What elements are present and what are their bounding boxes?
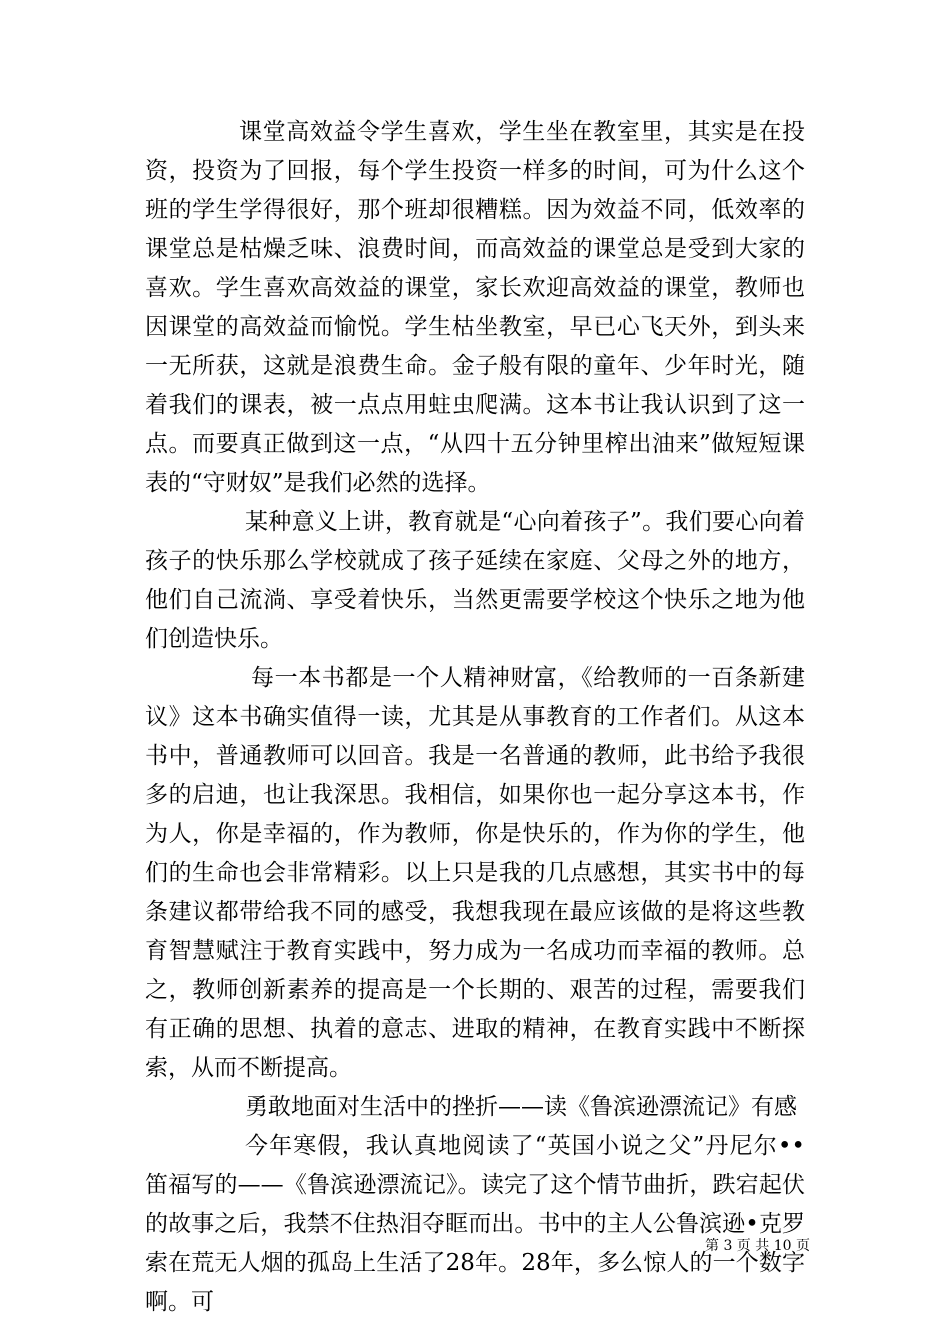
page-number-footer: 第 3 页 共 10 页 <box>705 1238 810 1254</box>
document-body <box>145 113 810 1322</box>
essay-title: 勇敢地面对生活中的挫折——读《鲁滨逊漂流记》有感 <box>245 1094 797 1120</box>
paragraph-efficient-classroom: 课堂高效益令学生喜欢，学生坐在教室里，其实是在投资，投资为了回报，每个学生投资一样多的时间，可为什么这个班的学生学得很好，那个班却很糟糕。因为效益不同，低效率的课堂总是枯燥乏味、浪费时间，而高效益的课堂总是受到大家的喜欢。学生喜欢高效益的课堂，家长欢迎高效益的课堂，教师也因课堂的高效益而愉悦。学生枯坐教室，早已心飞天外，到头来一无所获，这就是浪费生命。金子般有限的童年、少年时光，随着我们的课表，被一点点用蛀虫爬满。这本书让我认识到了这一点。而要真正做到这一点，“从四十五分钟里榨出油来”做短短课表的“守财奴”是我们必然的选择。 <box>145 119 805 496</box>
paragraph-robinson-crusoe: 今年寒假，我认真地阅读了“英国小说之父”丹尼尔•• 笛福写的——《鲁滨逊漂流记》。读完了这个情节曲折，跌宕起伏的故事之后，我禁不住热泪夺眶而出。书中的主人公鲁滨逊•克罗索在荒无人烟的孤岛上生活了28年。28年，多么惊人的一个数字啊。可 <box>145 1133 805 1315</box>
paragraph-heart-towards-children: 某种意义上讲，教育就是“心向着孩子”。我们要心向着孩子的快乐那么学校就成了孩子延续在家庭、父母之外的地方，他们自己流淌、享受着快乐，当然更需要学校这个快乐之地为他们创造快乐。 <box>145 509 805 652</box>
paragraph-book-reflection: 每一本书都是一个人精神财富，《给教师的一百条新建议》这本书确实值得一读，尤其是从事教育的工作者们。从这本书中，普通教师可以回音。我是一名普通的教师，此书给予我很多的启迪，也让我深思。我相信，如果你也一起分享这本书，作为人，你是幸福的，作为教师，你是快乐的，作为你的学生，他们的生命也会非常精彩。以上只是我的几点感想，其实书中的每条建议都带给我不同的感受，我想我现在最应该做的是将这些教育智慧赋注于教育实践中，努力成为一名成功而幸福的教师。总之，教师创新素养的提高是一个长期的、艰苦的过程，需要我们有正确的思想、执着的意志、进取的精神，在教育实践中不断探索，从而不断提高。 <box>145 665 805 1081</box>
